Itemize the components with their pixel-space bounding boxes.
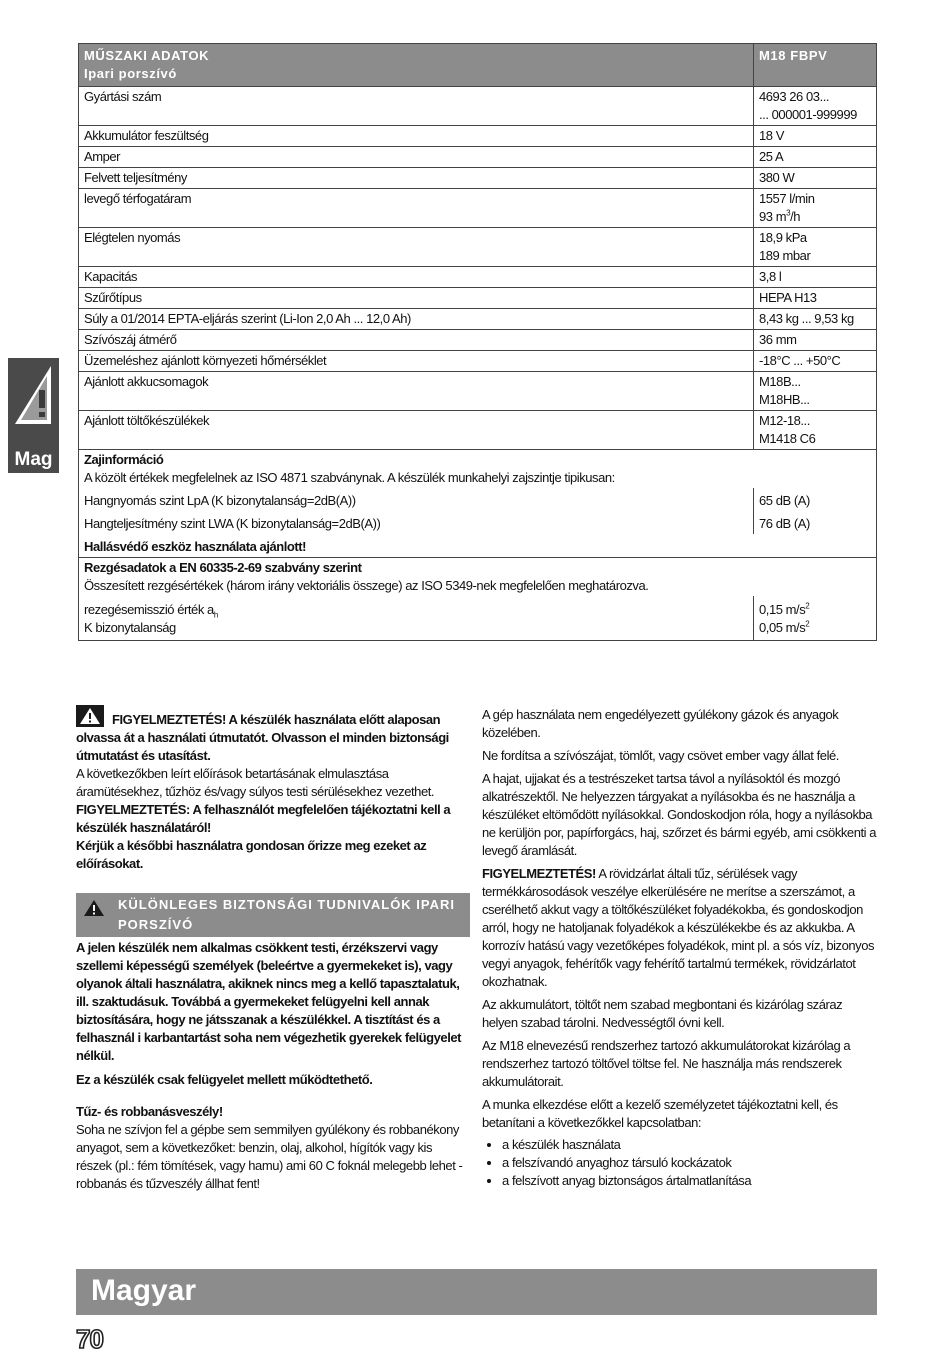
row-label: Ajánlott töltőkészülékek (79, 411, 754, 450)
paragraph (482, 865, 877, 991)
spec-subtitle: Ipari porszívó (84, 66, 177, 81)
row-value-line: M18B... (759, 374, 801, 389)
list-item: • a felszívandó anyaghoz társuló kockázatok (502, 1154, 877, 1172)
row-value-line: M1418 C6 (759, 431, 816, 446)
paragraph: A gép használata nem engedélyezett gyúlékony gázok és anyagok közelében. (482, 707, 839, 740)
row-value (759, 601, 871, 619)
child-safety-paragraph: A jelen készülék nem alkalmas csökkent testi, érzékszervi vagy szellemi képességű személyek (beleértve a gyermekeket is), vagy olyanok általi használatra, akiknek nincs meg a kellő tapasztalatuk, ill. szaktudásuk. Továbbá a gyermekeket felügyelni kell annak biztosítására, hogy ne játsszanak a készülékkel. A tisztítást és a felhasznál i karbantartást soha nem végezhetik gyerekek felügyelet nélkül. (76, 940, 462, 1063)
row-label: Kapacitás (79, 267, 754, 288)
row-value-line: 1557 l/min (759, 191, 815, 206)
row-value: 18 V (754, 126, 877, 147)
side-tab-label: Mag (14, 449, 53, 470)
row-value: 65 dB (A) (754, 488, 877, 511)
row-label: Amper (79, 147, 754, 168)
footer-language: Magyar (91, 1274, 197, 1307)
right-column (482, 706, 877, 1190)
warning-consequence: A következőkben leírt előírások betartásának elmulasztása áramütésekhez, tűzhöz és/vagy súlyos testi sérülésekhez vezethet. (76, 766, 435, 799)
vibration-values (754, 596, 877, 641)
fire-title: Tűz- és robbanásveszély! (76, 1104, 223, 1119)
vibration-labels (79, 596, 754, 641)
row-value (754, 372, 877, 411)
row-label: Szívószáj átmérő (79, 330, 754, 351)
table-row (79, 126, 877, 147)
row-value-line: M18HB... (759, 392, 810, 407)
row-label: levegő térfogatáram (79, 189, 754, 228)
row-label: Gyártási szám (79, 87, 754, 126)
noise-section-header (79, 450, 877, 489)
row-value (759, 619, 871, 637)
row-value: 25 A (754, 147, 877, 168)
label-subscript: h (213, 610, 218, 620)
table-row (79, 330, 877, 351)
row-label: Üzemeléshez ajánlott környezeti hőmérséklet (79, 351, 754, 372)
row-label: Elégtelen nyomás (79, 228, 754, 267)
row-value: HEPA H13 (754, 288, 877, 309)
warning-text-bold: FIGYELMEZTETÉS! A készülék használata előtt alaposan olvassa át a használati útmutatót. Olvasson el minden biztonsági útmutatást és utasítást. (76, 712, 449, 763)
footer-language-band (76, 1269, 877, 1315)
row-value: 380 W (754, 168, 877, 189)
warning-icon (76, 705, 104, 727)
row-label: Akkumulátor feszültség (79, 126, 754, 147)
row-value (754, 411, 877, 450)
vibration-text: Összesített rezgésértékek (három irány vektoriális összege) az ISO 5349-nek megfelelően meghatározva. (84, 578, 649, 593)
left-column (76, 705, 470, 1193)
row-value (754, 87, 877, 126)
vibration-title: Rezgésadatok a EN 60335-2-69 szabvány szerint (84, 560, 362, 575)
table-row (79, 488, 877, 511)
list-item: • a felszívott anyag biztonságos ártalmatlanítása (502, 1172, 877, 1190)
value-text: 0,15 m/s (759, 602, 806, 617)
table-row (79, 534, 877, 558)
label-text: rezegésemisszió érték a (84, 602, 214, 617)
spec-table-header (79, 44, 877, 87)
table-row (79, 511, 877, 534)
training-list (482, 1136, 877, 1190)
row-value-line: 4693 26 03... (759, 89, 830, 104)
warning-label: FIGYELMEZTETÉS! (482, 866, 596, 881)
row-value: 8,43 kg ... 9,53 kg (754, 309, 877, 330)
row-label (84, 601, 748, 619)
table-row (79, 168, 877, 189)
value-text: 93 m (759, 209, 787, 224)
list-item: • a készülék használata (502, 1136, 877, 1154)
table-row (79, 189, 877, 228)
table-row (79, 267, 877, 288)
value-superscript: 2 (805, 619, 810, 629)
section-band-title: KÜLÖNLEGES BIZTONSÁGI TUDNIVALÓK IPARI PORSZÍVÓ (118, 897, 456, 932)
row-value (754, 189, 877, 228)
spec-header-title-cell (79, 44, 754, 87)
row-label: Felvett teljesítmény (79, 168, 754, 189)
paragraph: Ne fordítsa a szívószájat, tömlőt, vagy csövet ember vagy állat felé. (482, 748, 839, 763)
row-value-line: M12-18... (759, 413, 810, 428)
noise-title: Zajinformáció (84, 452, 164, 467)
paragraph: Az akkumulátort, töltőt nem szabad megbontani és kizárólag száraz helyen szabad tárolni. Nedvességtől óvni kell. (482, 997, 843, 1030)
table-row (79, 372, 877, 411)
table-row (79, 147, 877, 168)
row-value-line: 18,9 kPa (759, 230, 807, 245)
row-value: 76 dB (A) (754, 511, 877, 534)
noise-intro-cell (79, 450, 877, 489)
spec-model: M18 FBPV (754, 44, 877, 87)
spec-table (78, 43, 877, 641)
table-row (79, 228, 877, 267)
row-value-line: 189 mbar (759, 248, 811, 263)
section-band-safety (76, 893, 470, 937)
table-row (79, 411, 877, 450)
spec-title: MŰSZAKI ADATOK (84, 48, 210, 63)
warning-text: A rövidzárlat általi tűz, sérülések vagy termékkárosodások veszélye elkerülésére ne merítse a szerszámot, a cserélhető akkut vagy a töltőkészüléket folyadékokba, és gondoskodjon arról, hogy ne hatoljanak folyadékok a készülékekbe és az akkukba. A korrozív hatású vagy vezetőképes folyadékok, mint pl. a sós víz, bizonyos vegyi anyagok, fehérítők vagy fehérítő tartalmú termékek, rövidzárlatot okozhatnak. (482, 866, 875, 989)
supervision-paragraph: Ez a készülék csak felügyelet mellett működtethető. (76, 1072, 373, 1087)
row-label: Ajánlott akkucsomagok (79, 372, 754, 411)
paragraph: A munka elkezdése előtt a kezelő személyzetet tájékoztatni kell, és betanítani a következőkkel kapcsolatban: (482, 1097, 838, 1130)
paragraph: A hajat, ujjakat és a testrészeket tartsa távol a nyílásoktól és mozgó alkatrészektől. Ne helyezzen tárgyakat a nyílásokba és ne használja a készüléket eltömődött nyílásokkal. Gondoskodjon róla, hogy a nyílásokba ne kerüljön por, papírforgács, haj, szőrzet és bármi egyéb, ami csökkenti a levegő áramlását. (482, 771, 877, 858)
warning-user-info: FIGYELMEZTETÉS: A felhasználót megfelelően tájékoztatni kell a készülék használatáról! (76, 802, 451, 835)
warning-triangle-icon (13, 364, 54, 426)
vibration-intro-cell (79, 558, 877, 597)
row-label: Hangteljesítmény szint LWA (K bizonytalanság=2dB(A)) (79, 511, 754, 534)
page-number: 70 (76, 1324, 103, 1354)
vibration-section-header (79, 558, 877, 597)
table-row (79, 596, 877, 641)
noise-text: A közölt értékek megfelelnek az ISO 4871 szabványnak. A készülék munkahelyi zajszintje tipikusan: (84, 470, 615, 485)
table-row (79, 288, 877, 309)
warning-icon (80, 897, 108, 919)
row-label: K bizonytalanság (84, 620, 176, 635)
value-text: /h (790, 209, 801, 224)
table-row (79, 87, 877, 126)
row-label: Súly a 01/2014 EPTA-eljárás szerint (Li-Ion 2,0 Ah ... 12,0 Ah) (79, 309, 754, 330)
row-value: 36 mm (754, 330, 877, 351)
row-label: Szűrőtípus (79, 288, 754, 309)
table-row (79, 351, 877, 372)
value-superscript: 2 (805, 601, 810, 611)
row-value (754, 228, 877, 267)
row-value-line (759, 208, 871, 226)
fire-text: Soha ne szívjon fel a gépbe sem semmilyen gyúlékony és robbanékony anyagot, sem a következőket: benzin, olaj, alkohol, hígítók vagy kis részek (pl.: fém tömítések, vagy hamu) ami 60 C foknál melegebb lehet - robbanás és tűzveszély állhat fent! (76, 1122, 463, 1191)
table-row (79, 309, 877, 330)
value-text: 0,05 m/s (759, 620, 806, 635)
language-side-tab (8, 358, 59, 473)
row-value: -18°C ... +50°C (754, 351, 877, 372)
row-value-line: ... 000001-999999 (759, 107, 857, 122)
row-value: 3,8 l (754, 267, 877, 288)
value-superscript: 3 (786, 208, 791, 218)
row-label: Hangnyomás szint LpA (K bizonytalanság=2dB(A)) (79, 488, 754, 511)
keep-instructions: Kérjük a későbbi használatra gondosan őrizze meg ezeket az előírásokat. (76, 838, 427, 871)
hearing-protection-note: Hallásvédő eszköz használata ajánlott! (79, 534, 877, 558)
warning-paragraph (76, 705, 470, 765)
paragraph: Az M18 elnevezésű rendszerhez tartozó akkumulátorokat kizárólag a rendszerhez tartozó töltővel töltse fel. Ne használja más rendszerek akkumulátorait. (482, 1038, 851, 1089)
